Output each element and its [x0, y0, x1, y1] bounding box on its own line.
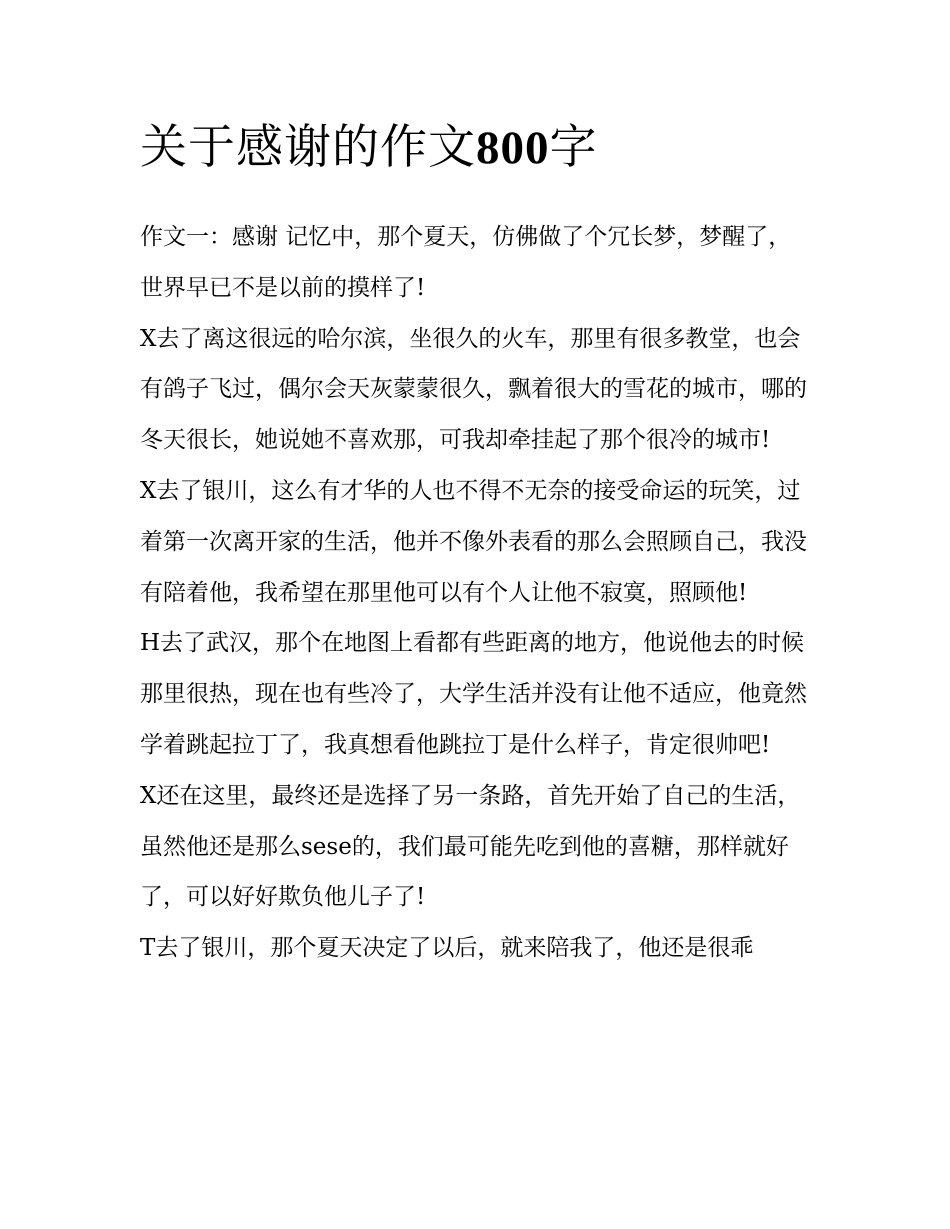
title-number: 800 [476, 122, 550, 174]
paragraph-4: H去了武汉，那个在地图上看都有些距离的地方，他说他去的时候那里很热，现在也有些冷了，大学生活并没有让他不适应，他竟然学着跳起拉丁了，我真想看他跳拉丁是什么样子，肯定很帅吧! [140, 630, 807, 758]
paragraph-5: X还在这里，最终还是选择了另一条路，首先开始了自己的生活，虽然他还是那么sese的，我们最可能先吃到他的喜糖，那样就好了，可以好好欺负他儿子了! [140, 782, 801, 911]
paragraph-3: X去了银川，这么有才华的人也不得不无奈的接受命运的玩笑，过着第一次离开家的生活，他并不像外表看的那么会照顾自己，我没有陪着他，我希望在那里他可以有个人让他不寂寞，照顾他! [140, 477, 807, 606]
document-page [140, 112, 812, 974]
title-text: 关于感谢的作文 [140, 120, 476, 175]
document-title [140, 112, 812, 184]
paragraph-6: T去了银川，那个夏天决定了以后，就来陪我了，他还是很乖 [140, 935, 754, 962]
paragraph-2: X去了离这很远的哈尔滨，坐很久的火车，那里有很多教堂，也会有鸽子飞过，偶尔会天灰蒙蒙很久，飘着很大的雪花的城市，哪的冬天很长，她说她不喜欢那，可我却牵挂起了那个很冷的城市! [140, 325, 807, 454]
paragraph-1: 作文一：感谢 记忆中，那个夏天，仿佛做了个冗长梦，梦醒了，世界早已不是以前的摸样了! [140, 224, 792, 301]
title-suffix: 字 [549, 120, 598, 175]
